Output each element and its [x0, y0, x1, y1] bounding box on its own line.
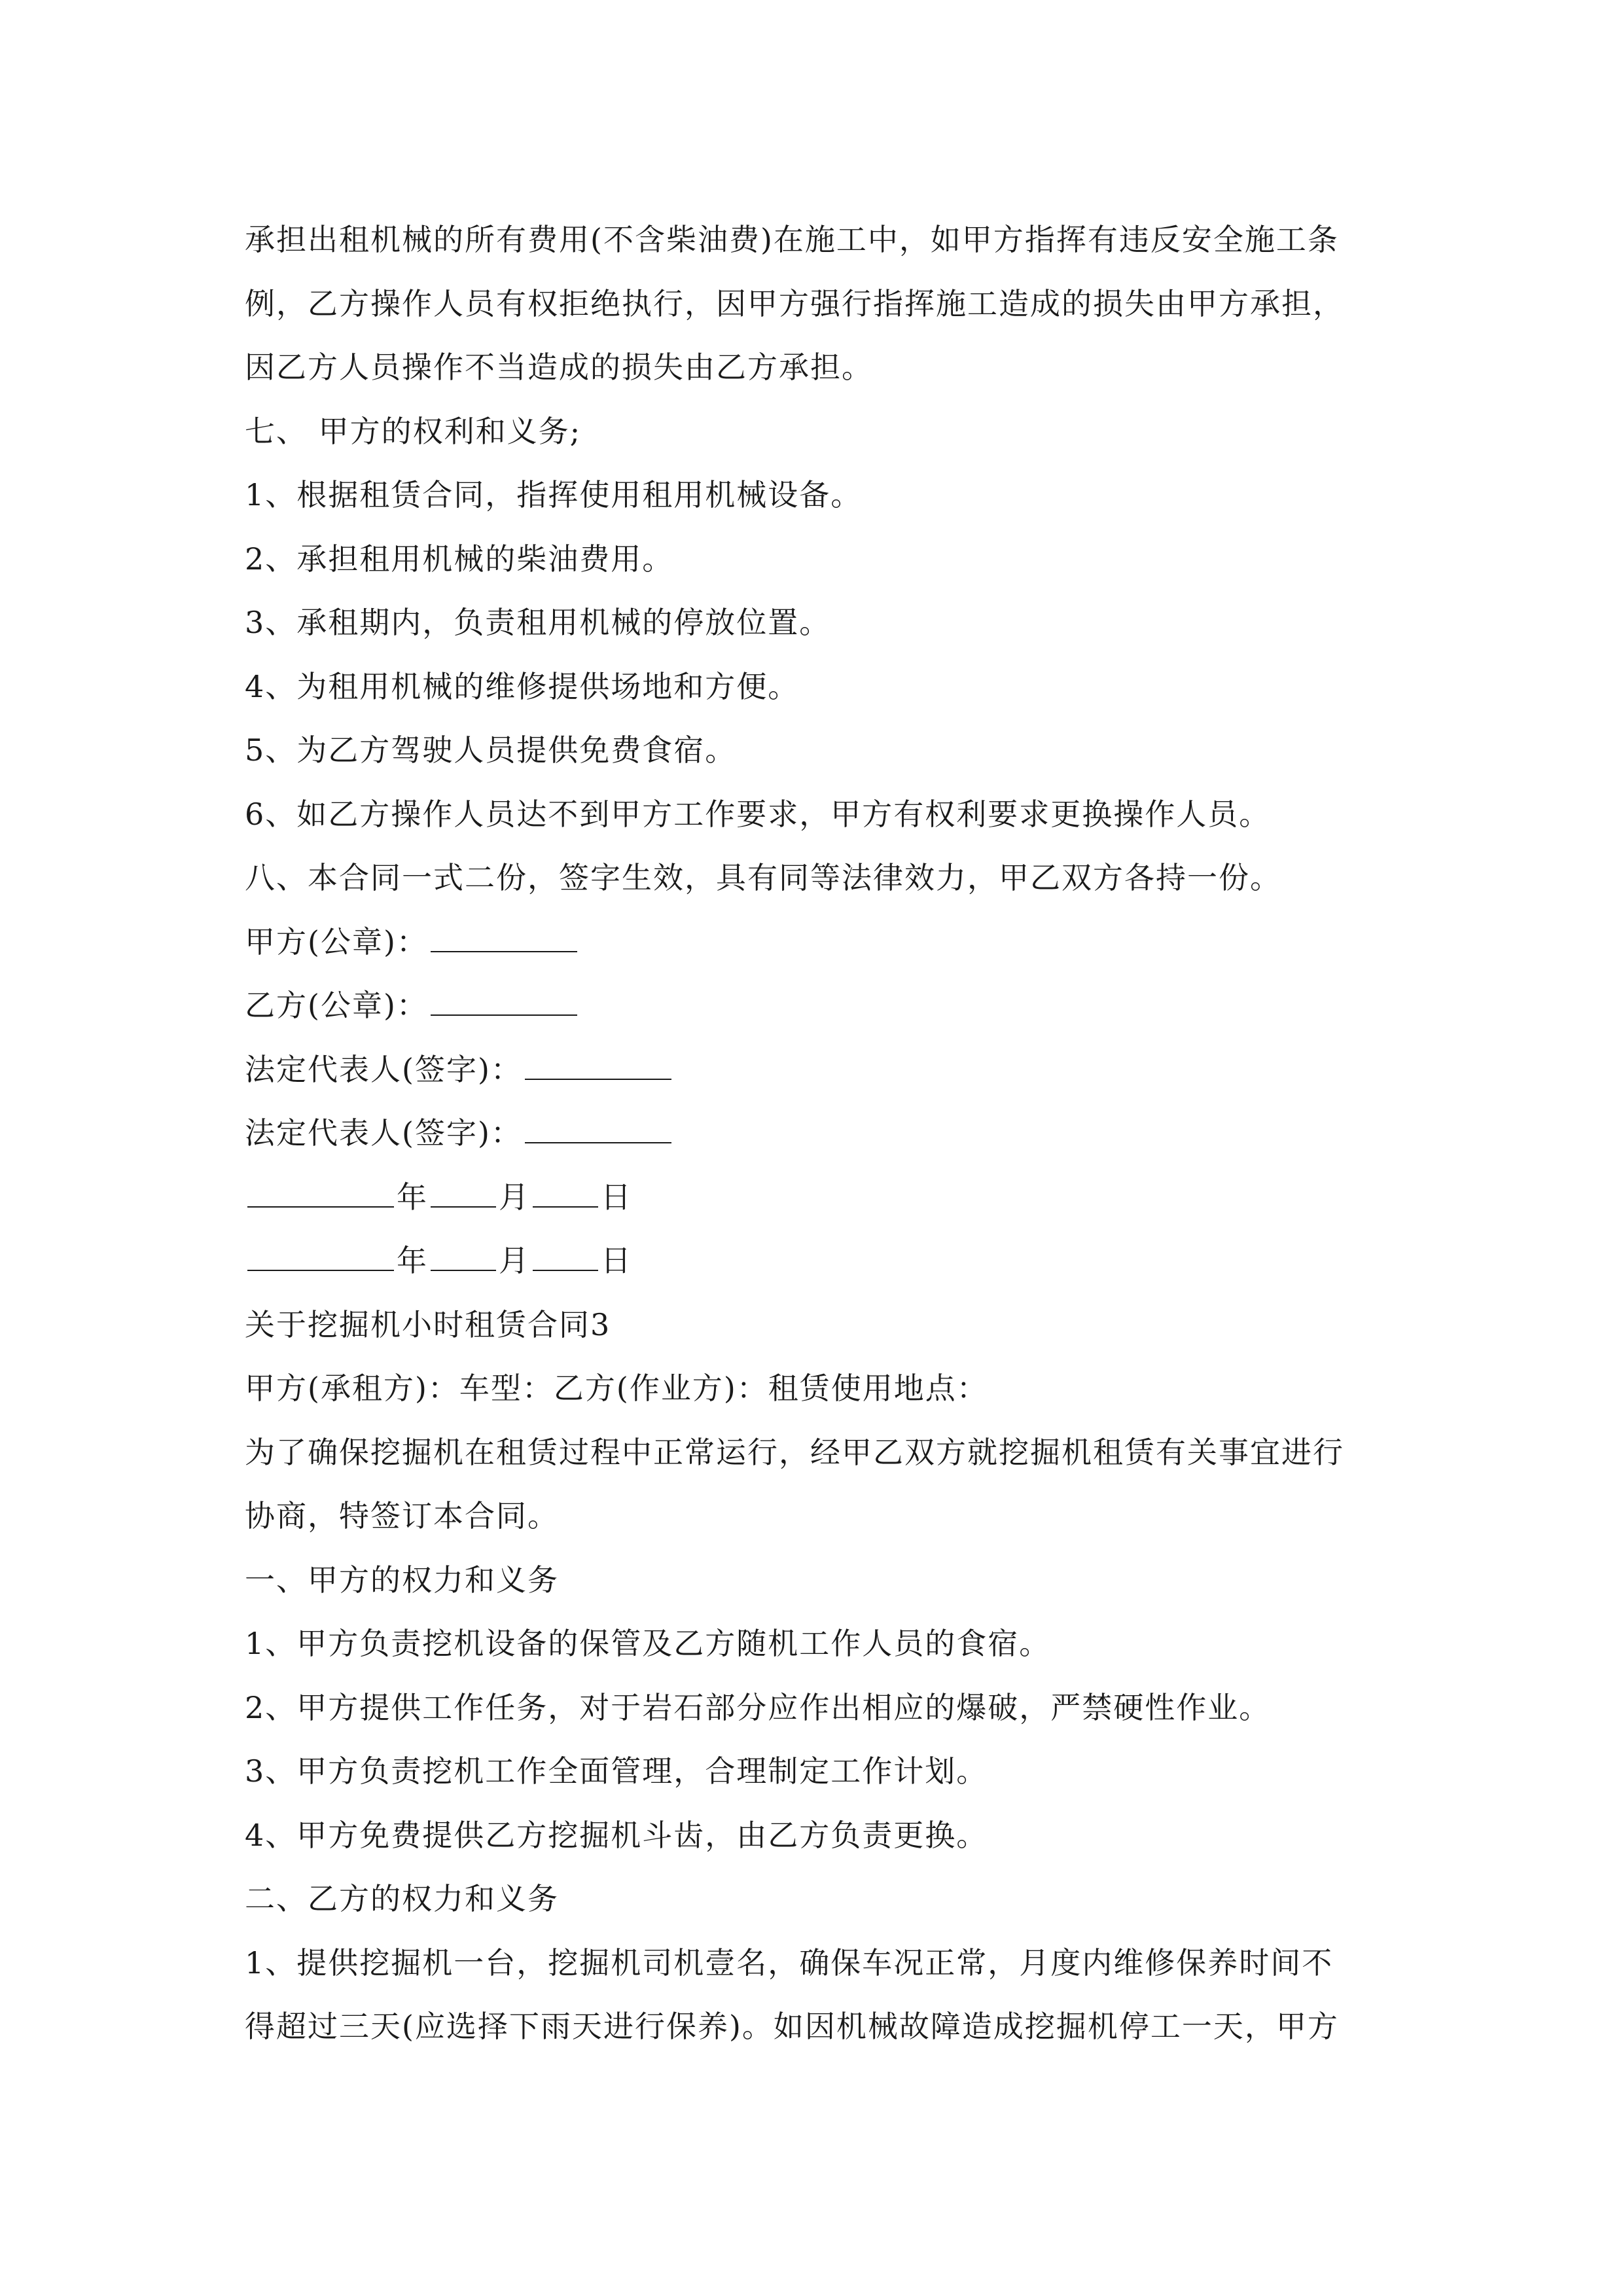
text-line: 得超过三天(应选择下雨天进行保养)。如因机械故障造成挖掘机停工一天，甲方: [245, 2009, 1339, 2044]
list-item: 4、甲方免费提供乙方挖掘机斗齿，由乙方负责更换。: [245, 1817, 988, 1853]
document-page: [245, 208, 1383, 2059]
text-line: 因乙方人员操作不当造成的损失由乙方承担。: [245, 350, 873, 385]
list-item: 2、甲方提供工作任务，对于岩石部分应作出相应的爆破，严禁硬性作业。: [245, 1689, 1271, 1725]
signature-party-a: [245, 910, 1383, 975]
signature-label: 法定代表人(签字)：: [245, 1115, 522, 1151]
day-blank[interactable]: [533, 1241, 598, 1271]
signature-label: 法定代表人(签字)：: [245, 1051, 522, 1087]
list-item: 1、提供挖掘机一台，挖掘机司机壹名，确保车况正常，月度内维修保养时间不: [245, 1945, 1334, 1981]
date-line: [245, 1229, 1383, 1293]
date-line: [245, 1166, 1383, 1230]
signature-blank[interactable]: [525, 1050, 671, 1080]
signature-label: 乙方(公章)：: [245, 988, 428, 1023]
list-item: 3、甲方负责挖机工作全面管理，合理制定工作计划。: [245, 1753, 988, 1789]
year-blank[interactable]: [247, 1177, 394, 1208]
month-label: 月: [499, 1179, 530, 1215]
signature-label: 甲方(公章)：: [245, 924, 428, 960]
text-line: 承担出租机械的所有费用(不含柴油费)在施工中，如甲方指挥有违反安全施工条: [245, 222, 1339, 257]
month-blank[interactable]: [431, 1177, 496, 1208]
section-heading: 一、甲方的权力和义务: [245, 1562, 559, 1598]
year-label: 年: [397, 1179, 428, 1215]
month-label: 月: [499, 1243, 530, 1278]
signature-rep-a: [245, 1038, 1383, 1102]
day-blank[interactable]: [533, 1177, 598, 1208]
contract-title: 关于挖掘机小时租赁合同3: [245, 1306, 611, 1342]
section-heading: 八、本合同一式二份，签字生效，具有同等法律效力，甲乙双方各持一份。: [245, 860, 1281, 895]
list-item: 1、甲方负责挖机设备的保管及乙方随机工作人员的食宿。: [245, 1626, 1051, 1661]
list-item: 5、为乙方驾驶人员提供免费食宿。: [245, 732, 737, 768]
text-line: 为了确保挖掘机在租赁过程中正常运行，经甲乙双方就挖掘机租赁有关事宜进行: [245, 1434, 1344, 1470]
list-item: 2、承担租用机械的柴油费用。: [245, 541, 674, 577]
signature-party-b: [245, 974, 1383, 1038]
signature-blank[interactable]: [525, 1113, 671, 1143]
list-item: 6、如乙方操作人员达不到甲方工作要求，甲方有权利要求更换操作人员。: [245, 796, 1271, 832]
year-label: 年: [397, 1243, 428, 1278]
text-line: 协商，特签订本合同。: [245, 1498, 559, 1534]
signature-rep-b: [245, 1102, 1383, 1166]
year-blank[interactable]: [247, 1241, 394, 1271]
list-item: 1、根据租赁合同，指挥使用租用机械设备。: [245, 477, 863, 512]
text-line: 例，乙方操作人员有权拒绝执行，因甲方强行指挥施工造成的损失由甲方承担，: [245, 285, 1344, 321]
signature-blank[interactable]: [431, 986, 577, 1016]
section-heading: 二、乙方的权力和义务: [245, 1881, 559, 1916]
list-item: 4、为租用机械的维修提供场地和方便。: [245, 668, 800, 704]
day-label: 日: [601, 1179, 632, 1215]
month-blank[interactable]: [431, 1241, 496, 1271]
day-label: 日: [601, 1243, 632, 1278]
list-item: 3、承租期内，负责租用机械的停放位置。: [245, 605, 831, 640]
section-heading: 七、 甲方的权利和义务;: [245, 413, 582, 449]
signature-blank[interactable]: [431, 922, 577, 952]
parties-line: 甲方(承租方)：车型：乙方(作业方)：租赁使用地点：: [245, 1371, 988, 1406]
